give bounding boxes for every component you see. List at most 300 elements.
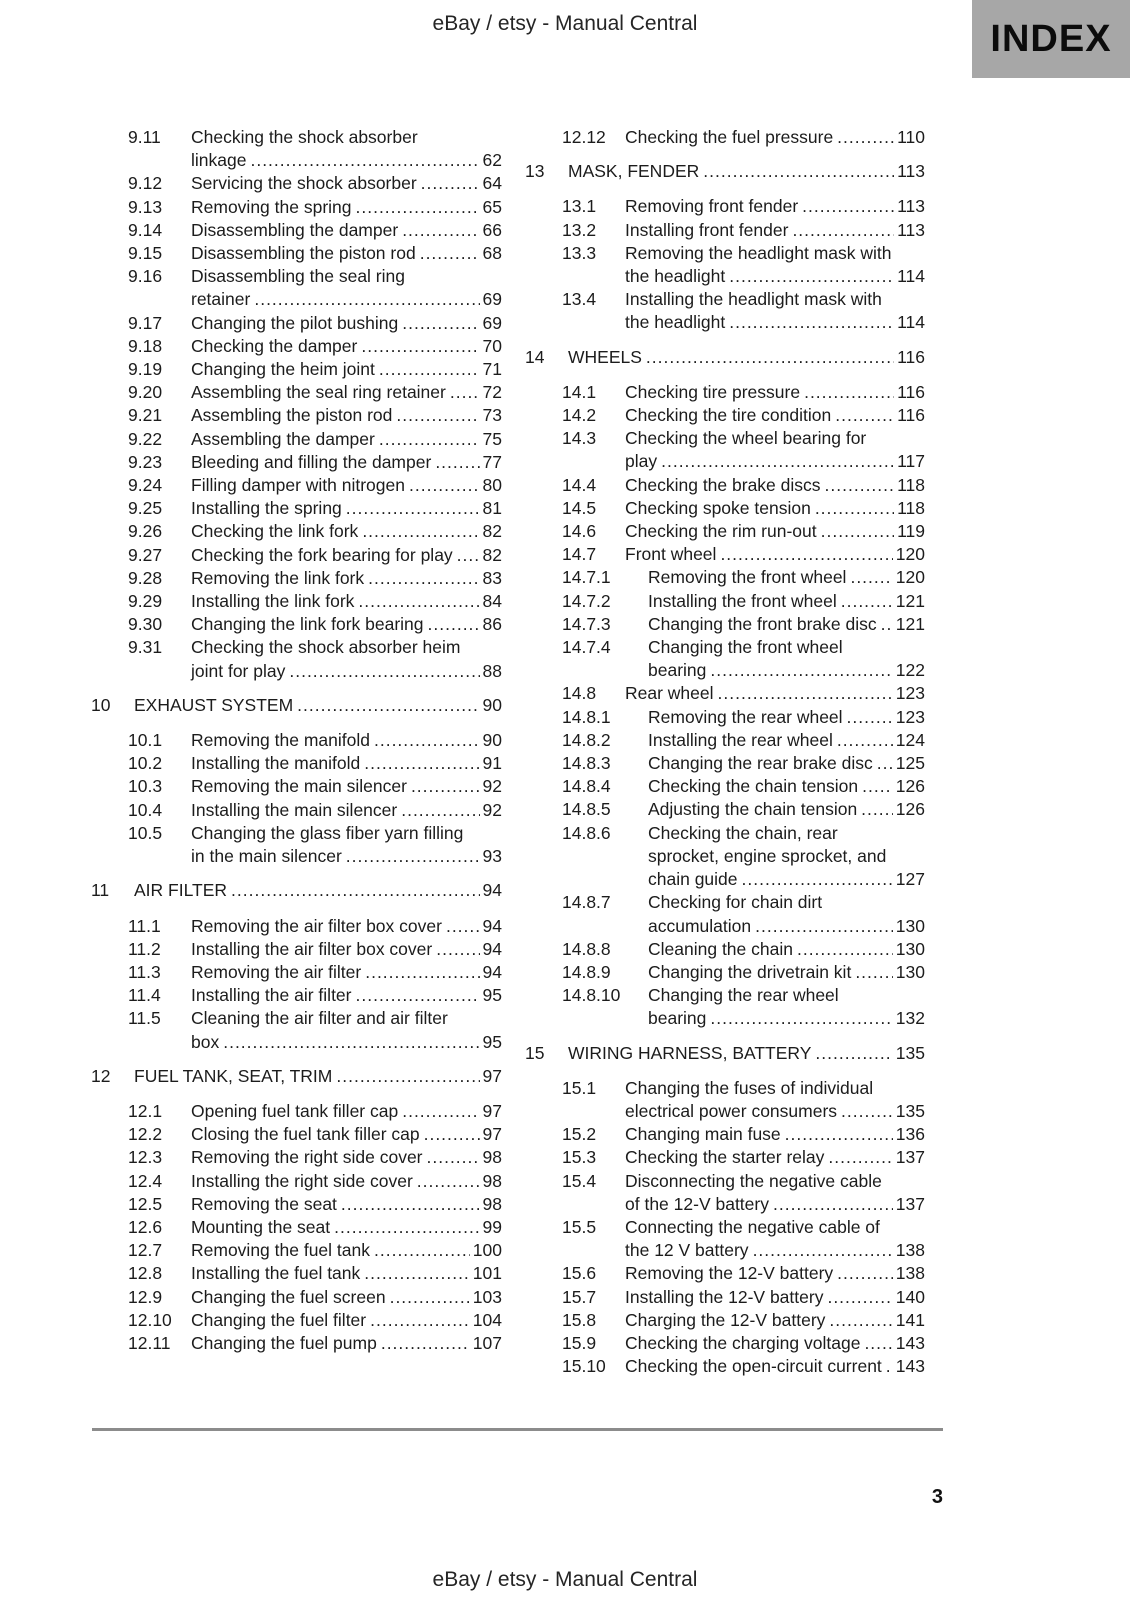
toc-entry xyxy=(128,1216,502,1239)
toc-entry-number: 9.20 xyxy=(128,382,163,403)
toc-entry-last-line xyxy=(191,451,502,474)
toc-entry-number: 14.8 xyxy=(562,683,597,704)
toc-entry-number: 12.8 xyxy=(128,1263,163,1284)
toc-entry-number: 9.17 xyxy=(128,312,163,333)
toc-entry xyxy=(128,1262,502,1285)
toc-entry-number: 12.12 xyxy=(562,127,606,147)
toc-entry-title: Checking the damper xyxy=(191,335,358,356)
toc-entry xyxy=(562,474,925,497)
toc-entry-body xyxy=(648,636,925,682)
toc-entry-last-line xyxy=(625,474,925,497)
dot-leader xyxy=(862,775,893,798)
dot-leader xyxy=(661,450,894,473)
toc-entry-body xyxy=(648,775,925,798)
toc-entry-number: 9.12 xyxy=(128,173,163,194)
toc-entry xyxy=(128,497,502,520)
toc-entry xyxy=(562,1216,925,1262)
toc-entry-body xyxy=(625,381,925,404)
toc-entry-page: 103 xyxy=(472,1286,502,1307)
toc-entry-body xyxy=(191,474,502,497)
toc-entry-title: the headlight xyxy=(625,312,726,333)
toc-entry-title: Servicing the shock absorber xyxy=(191,173,417,194)
toc-entry-body xyxy=(191,822,502,868)
toc-entry-number: 9.26 xyxy=(128,521,163,542)
toc-entry-body xyxy=(625,474,925,497)
toc-entry-last-line xyxy=(191,1239,502,1262)
toc-entry-page: 64 xyxy=(482,173,502,194)
toc-entry-title: accumulation xyxy=(648,915,752,936)
toc-entry-page: 117 xyxy=(897,451,925,472)
toc-entry-page: 97 xyxy=(482,1124,502,1145)
index-tab xyxy=(972,0,1130,78)
dot-leader xyxy=(402,1100,479,1123)
toc-entry-last-line xyxy=(134,1065,502,1088)
toc-entry-page: 83 xyxy=(482,567,502,588)
toc-entry-body xyxy=(625,427,925,473)
toc-entry-page: 118 xyxy=(897,474,925,495)
toc-entry-body xyxy=(191,590,502,613)
toc-entry xyxy=(91,694,502,717)
toc-entry-body xyxy=(191,775,502,798)
dot-leader xyxy=(346,845,480,868)
toc-entry-body xyxy=(625,682,925,705)
dot-leader xyxy=(390,1286,470,1309)
toc-entry-last-line xyxy=(625,543,925,566)
toc-entry xyxy=(128,196,502,219)
dot-leader xyxy=(364,1262,470,1285)
toc-entry-number: 15.3 xyxy=(562,1147,597,1168)
toc-entry-title: box xyxy=(191,1031,220,1052)
toc-entry-page: 77 xyxy=(482,451,502,472)
toc-entry-number: 14.8.10 xyxy=(562,985,621,1006)
toc-entry-title: Cleaning the chain xyxy=(648,938,793,959)
toc-entry-body xyxy=(625,1332,925,1355)
toc-entry-body xyxy=(648,566,925,589)
toc-entry-body xyxy=(625,520,925,543)
toc-entry-title: Removing front fender xyxy=(625,196,799,217)
dot-leader xyxy=(424,1123,480,1146)
toc-entry-title: Opening fuel tank filler cap xyxy=(191,1100,399,1121)
toc-entry-last-line xyxy=(648,706,925,729)
toc-entry-page: 114 xyxy=(897,312,925,333)
toc-entry-page: 97 xyxy=(482,1100,502,1121)
toc-entry-last-line xyxy=(191,1286,502,1309)
toc-entry xyxy=(562,1286,925,1309)
dot-leader xyxy=(828,1146,892,1169)
toc-entry-page: 92 xyxy=(482,776,502,797)
toc-entry-page: 98 xyxy=(482,1170,502,1191)
toc-entry-title: of the 12-V battery xyxy=(625,1193,769,1214)
toc-entry-page: 123 xyxy=(895,683,925,704)
toc-entry-page: 122 xyxy=(895,660,925,681)
dot-leader xyxy=(417,1170,480,1193)
toc-entry-body xyxy=(191,451,502,474)
toc-entry-last-line xyxy=(648,915,925,938)
toc-entry-title: Changing the heim joint xyxy=(191,359,375,380)
toc-entry-last-line xyxy=(625,520,925,543)
dot-leader xyxy=(435,451,479,474)
toc-entry-last-line xyxy=(625,404,925,427)
toc-entry-title: bearing xyxy=(648,1008,707,1029)
dot-leader xyxy=(841,1100,893,1123)
toc-entry-last-line xyxy=(191,799,502,822)
toc-entry xyxy=(128,752,502,775)
toc-entry-body xyxy=(625,195,925,218)
toc-entry-page: 120 xyxy=(895,544,925,565)
toc-entry xyxy=(128,1239,502,1262)
dot-leader xyxy=(362,520,479,543)
toc-entry-body xyxy=(191,312,502,335)
toc-entry xyxy=(562,961,925,984)
toc-entry-body xyxy=(191,984,502,1007)
toc-entry-last-line xyxy=(625,450,925,473)
toc-entry-last-line xyxy=(191,984,502,1007)
dot-leader xyxy=(401,799,479,822)
toc-entry xyxy=(562,984,925,1030)
toc-entry-number: 14.8.5 xyxy=(562,799,611,820)
toc-entry-page: 75 xyxy=(482,428,502,449)
toc-entry-page: 130 xyxy=(895,915,925,936)
toc-entry-last-line xyxy=(191,938,502,961)
dot-leader xyxy=(427,1146,480,1169)
toc-entry-body xyxy=(625,1123,925,1146)
dot-leader xyxy=(421,172,480,195)
footer-divider xyxy=(92,1428,943,1431)
toc-entry-number: 11.2 xyxy=(128,938,161,959)
toc-entry-page: 143 xyxy=(895,1356,925,1377)
toc-entry-page: 82 xyxy=(482,521,502,542)
toc-entry-number: 9.16 xyxy=(128,266,163,287)
toc-entry xyxy=(128,358,502,381)
toc-entry-body xyxy=(625,288,925,334)
toc-entry-body xyxy=(625,242,925,288)
toc-entry-page: 80 xyxy=(482,475,502,496)
toc-entry-number: 10.1 xyxy=(128,730,163,751)
toc-entry-page: 113 xyxy=(897,161,925,182)
toc-entry-last-line xyxy=(625,1193,925,1216)
toc-entry-number: 14.7.2 xyxy=(562,590,611,611)
toc-entry-title: AIR FILTER xyxy=(134,880,228,901)
dot-leader xyxy=(446,915,480,938)
dot-leader xyxy=(792,219,894,242)
toc-entry-number: 9.24 xyxy=(128,475,163,496)
toc-entry-number: 14 xyxy=(525,346,545,367)
toc-entry-page: 125 xyxy=(895,753,925,774)
toc-entry-last-line xyxy=(191,775,502,798)
toc-entry-page: 118 xyxy=(897,497,925,518)
toc-entry xyxy=(562,1332,925,1355)
toc-entry-last-line xyxy=(191,1216,502,1239)
toc-entry-title-line: Disassembling the seal ring xyxy=(191,266,405,287)
toc-entry xyxy=(562,219,925,242)
toc-entry xyxy=(128,404,502,427)
dot-leader xyxy=(815,497,894,520)
toc-entry xyxy=(128,567,502,590)
toc-entry-title: Rear wheel xyxy=(625,683,714,704)
toc-entry-body xyxy=(568,346,925,369)
toc-entry-number: 14.1 xyxy=(562,381,597,402)
toc-entry xyxy=(562,613,925,636)
toc-entry-body xyxy=(625,1146,925,1169)
toc-entry-last-line xyxy=(625,381,925,404)
toc-entry-body xyxy=(625,1286,925,1309)
toc-entry xyxy=(562,752,925,775)
toc-entry xyxy=(128,961,502,984)
toc-entry-page: 138 xyxy=(895,1240,925,1261)
toc-entry-page: 81 xyxy=(482,498,502,519)
dot-leader xyxy=(718,682,893,705)
toc-entry-number: 14.7.1 xyxy=(562,567,611,588)
toc-entry xyxy=(128,451,502,474)
toc-entry-body xyxy=(648,613,925,636)
toc-entry-number: 13.2 xyxy=(562,219,597,240)
toc-entry-last-line xyxy=(625,1332,925,1355)
toc-entry-title-line: Checking for chain dirt xyxy=(648,892,823,913)
toc-entry-page: 110 xyxy=(897,127,925,147)
toc-entry-title: the headlight xyxy=(625,266,726,287)
toc-entry xyxy=(128,474,502,497)
toc-entry-title: Changing the fuel filter xyxy=(191,1309,367,1330)
toc-entry-title: Charging the 12-V battery xyxy=(625,1309,826,1330)
toc-entry-number: 12.11 xyxy=(128,1332,171,1353)
toc-entry-last-line xyxy=(191,358,502,381)
dot-leader xyxy=(729,311,894,334)
dot-leader xyxy=(334,1216,479,1239)
dot-leader xyxy=(436,938,479,961)
toc-entry-title-line: Disconnecting the negative cable xyxy=(625,1170,882,1191)
toc-entry xyxy=(562,404,925,427)
toc-entry-number: 9.18 xyxy=(128,335,163,356)
toc-entry-number: 9.27 xyxy=(128,544,163,565)
toc-entry-body xyxy=(191,1286,502,1309)
toc-entry-last-line xyxy=(625,1123,925,1146)
toc-entry-number: 9.21 xyxy=(128,405,163,426)
toc-entry-title: in the main silencer xyxy=(191,846,342,867)
toc-entry-last-line xyxy=(191,961,502,984)
toc-entry-last-line xyxy=(191,590,502,613)
dot-leader xyxy=(881,613,893,636)
dot-leader xyxy=(837,126,894,149)
dot-leader xyxy=(289,660,479,683)
toc-entry-title: Disassembling the piston rod xyxy=(191,243,416,264)
toc-entry-last-line xyxy=(191,1031,502,1054)
toc-entry xyxy=(562,1170,925,1216)
toc-entry-title: Installing the spring xyxy=(191,498,342,519)
toc-entry-title: Removing the seat xyxy=(191,1193,337,1214)
toc-entry-title: Changing the front brake disc xyxy=(648,613,877,634)
toc-entry-title-line: Removing the headlight mask with xyxy=(625,242,892,263)
toc-entry-number: 14.3 xyxy=(562,428,597,449)
toc-entry-title-line: Installing the headlight mask with xyxy=(625,289,882,310)
toc-entry xyxy=(525,160,925,183)
dot-leader xyxy=(646,346,894,369)
toc-entry-page: 73 xyxy=(482,405,502,426)
toc-entry xyxy=(562,520,925,543)
toc-entry xyxy=(128,1100,502,1123)
toc-entry xyxy=(562,706,925,729)
dot-leader xyxy=(336,1065,479,1088)
toc-entry-number: 14.8.2 xyxy=(562,729,611,750)
toc-entry-page: 90 xyxy=(482,730,502,751)
toc-entry-title: Checking the starter relay xyxy=(625,1147,825,1168)
toc-entry-number: 9.11 xyxy=(128,127,161,147)
toc-entry-number: 9.28 xyxy=(128,567,163,588)
toc-entry-number: 11.3 xyxy=(128,961,161,982)
dot-leader xyxy=(428,613,480,636)
toc-entry-body xyxy=(191,729,502,752)
toc-entry-last-line xyxy=(648,868,925,891)
dot-leader xyxy=(297,694,479,717)
dot-leader xyxy=(802,195,894,218)
toc-entry-number: 14.8.4 xyxy=(562,776,611,797)
toc-entry-last-line xyxy=(648,613,925,636)
toc-entry-title: Checking the tire condition xyxy=(625,405,832,426)
toc-entry xyxy=(128,1286,502,1309)
toc-entry-body xyxy=(568,160,925,183)
toc-entry-title: Changing the fuel pump xyxy=(191,1332,377,1353)
toc-entry-body xyxy=(625,1216,925,1262)
toc-entry-title-line: Changing the rear wheel xyxy=(648,985,839,1006)
toc-entry-number: 9.22 xyxy=(128,428,163,449)
toc-entry-number: 12.6 xyxy=(128,1216,163,1237)
toc-entry-title: Installing the manifold xyxy=(191,753,361,774)
toc-entry-body xyxy=(191,636,502,682)
toc-entry-title: Checking the chain tension xyxy=(648,776,859,797)
dot-leader xyxy=(703,160,894,183)
toc-entry-page: 135 xyxy=(895,1042,925,1063)
toc-entry-title: Assembling the piston rod xyxy=(191,405,393,426)
toc-entry-title: Installing the rear wheel xyxy=(648,729,833,750)
toc-entry-title: Installing front fender xyxy=(625,219,789,240)
toc-entry-number: 13 xyxy=(525,161,545,182)
dot-leader xyxy=(370,1309,470,1332)
toc-entry-page: 119 xyxy=(897,521,925,542)
toc-entry-page: 104 xyxy=(472,1309,502,1330)
toc-entry-last-line xyxy=(625,1100,925,1123)
toc-entry-title: Removing the spring xyxy=(191,196,352,217)
toc-entry-page: 123 xyxy=(895,706,925,727)
toc-entry-title: WHEELS xyxy=(568,346,642,367)
toc-entry-last-line xyxy=(191,520,502,543)
toc-entry-last-line xyxy=(191,381,502,404)
toc-entry-body xyxy=(625,497,925,520)
toc-entry-title: Assembling the seal ring retainer xyxy=(191,382,446,403)
toc-entry-page: 65 xyxy=(482,196,502,217)
toc-entry-number: 15 xyxy=(525,1042,545,1063)
toc-entry-body xyxy=(648,822,925,892)
toc-entry-title: FUEL TANK, SEAT, TRIM xyxy=(134,1065,333,1086)
toc-entry-title: Installing the fuel tank xyxy=(191,1263,361,1284)
dot-leader xyxy=(804,381,894,404)
toc-entry-page: 92 xyxy=(482,799,502,820)
toc-entry-page: 95 xyxy=(482,985,502,1006)
toc-entry-page: 121 xyxy=(895,590,925,611)
toc-entry-body xyxy=(191,938,502,961)
toc-entry xyxy=(562,126,925,149)
toc-entry-page: 141 xyxy=(895,1309,925,1330)
toc-entry xyxy=(562,1123,925,1146)
toc-entry xyxy=(562,1262,925,1285)
toc-entry-body xyxy=(648,752,925,775)
toc-entry-page: 136 xyxy=(895,1124,925,1145)
toc-entry-page: 116 xyxy=(897,381,925,402)
toc-entry-number: 12.10 xyxy=(128,1309,172,1330)
toc-entry-body xyxy=(191,1100,502,1123)
toc-entry-number: 12.4 xyxy=(128,1170,163,1191)
toc-entry xyxy=(562,938,925,961)
toc-entry-title: Installing the 12-V battery xyxy=(625,1286,824,1307)
dot-leader xyxy=(710,659,892,682)
toc-column-right xyxy=(525,126,925,1378)
dot-leader xyxy=(356,984,480,1007)
toc-entry-title: Changing main fuse xyxy=(625,1124,781,1145)
toc-entry-title: Checking the brake discs xyxy=(625,474,821,495)
toc-entry-last-line xyxy=(568,160,925,183)
page-footer-title: eBay / etsy - Manual Central xyxy=(432,1568,698,1591)
toc-entry-page: 90 xyxy=(482,694,502,715)
toc-entry-number: 12 xyxy=(91,1065,111,1086)
toc-entry-title: Checking the fork bearing for play xyxy=(191,544,453,565)
toc-entry-title: WIRING HARNESS, BATTERY xyxy=(568,1042,812,1063)
toc-entry-title: Installing the air filter xyxy=(191,985,352,1006)
toc-entry-body xyxy=(191,520,502,543)
dot-leader xyxy=(381,1332,470,1355)
toc-entry-last-line xyxy=(191,1262,502,1285)
toc-entry-body xyxy=(191,126,502,172)
toc-entry-body xyxy=(191,1007,502,1053)
toc-entry-page: 94 xyxy=(482,915,502,936)
toc-entry-last-line xyxy=(648,566,925,589)
toc-entry-number: 10.3 xyxy=(128,776,163,797)
toc-entry-title-line: Checking the chain, rear xyxy=(648,822,838,843)
dot-leader xyxy=(254,288,479,311)
toc-entry-last-line xyxy=(191,544,502,567)
toc-entry-title: Installing the main silencer xyxy=(191,799,398,820)
toc-entry-page: 138 xyxy=(895,1263,925,1284)
toc-entry xyxy=(128,1193,502,1216)
toc-entry-body xyxy=(648,729,925,752)
toc-entry-number: 14.8.6 xyxy=(562,822,611,843)
toc-entry-title: joint for play xyxy=(191,660,286,681)
dot-leader xyxy=(356,196,480,219)
toc-entry-last-line xyxy=(625,195,925,218)
toc-entry-body xyxy=(648,706,925,729)
toc-entry-body xyxy=(191,1123,502,1146)
index-tab-label: INDEX xyxy=(990,17,1112,60)
toc-entry-page: 126 xyxy=(895,776,925,797)
toc-entry-title-line: Changing the fuses of individual xyxy=(625,1077,874,1098)
toc-entry-last-line xyxy=(625,219,925,242)
toc-entry-body xyxy=(134,694,502,717)
dot-leader xyxy=(821,520,894,543)
toc-entry xyxy=(128,172,502,195)
dot-leader xyxy=(409,474,480,497)
toc-entry-number: 15.6 xyxy=(562,1263,597,1284)
toc-entry-last-line xyxy=(191,1170,502,1193)
toc-entry-page: 100 xyxy=(472,1240,502,1261)
dot-leader xyxy=(379,428,480,451)
dot-leader xyxy=(250,149,479,172)
toc-entry xyxy=(562,822,925,892)
toc-entry-title: Removing the right side cover xyxy=(191,1147,423,1168)
toc-entry xyxy=(128,590,502,613)
toc-entry-page: 140 xyxy=(895,1286,925,1307)
toc-entry-body xyxy=(134,879,502,902)
toc-entry-title: Changing the pilot bushing xyxy=(191,312,399,333)
toc-entry xyxy=(128,613,502,636)
toc-entry-number: 14.6 xyxy=(562,521,597,542)
toc-entry-title: Disassembling the damper xyxy=(191,219,399,240)
